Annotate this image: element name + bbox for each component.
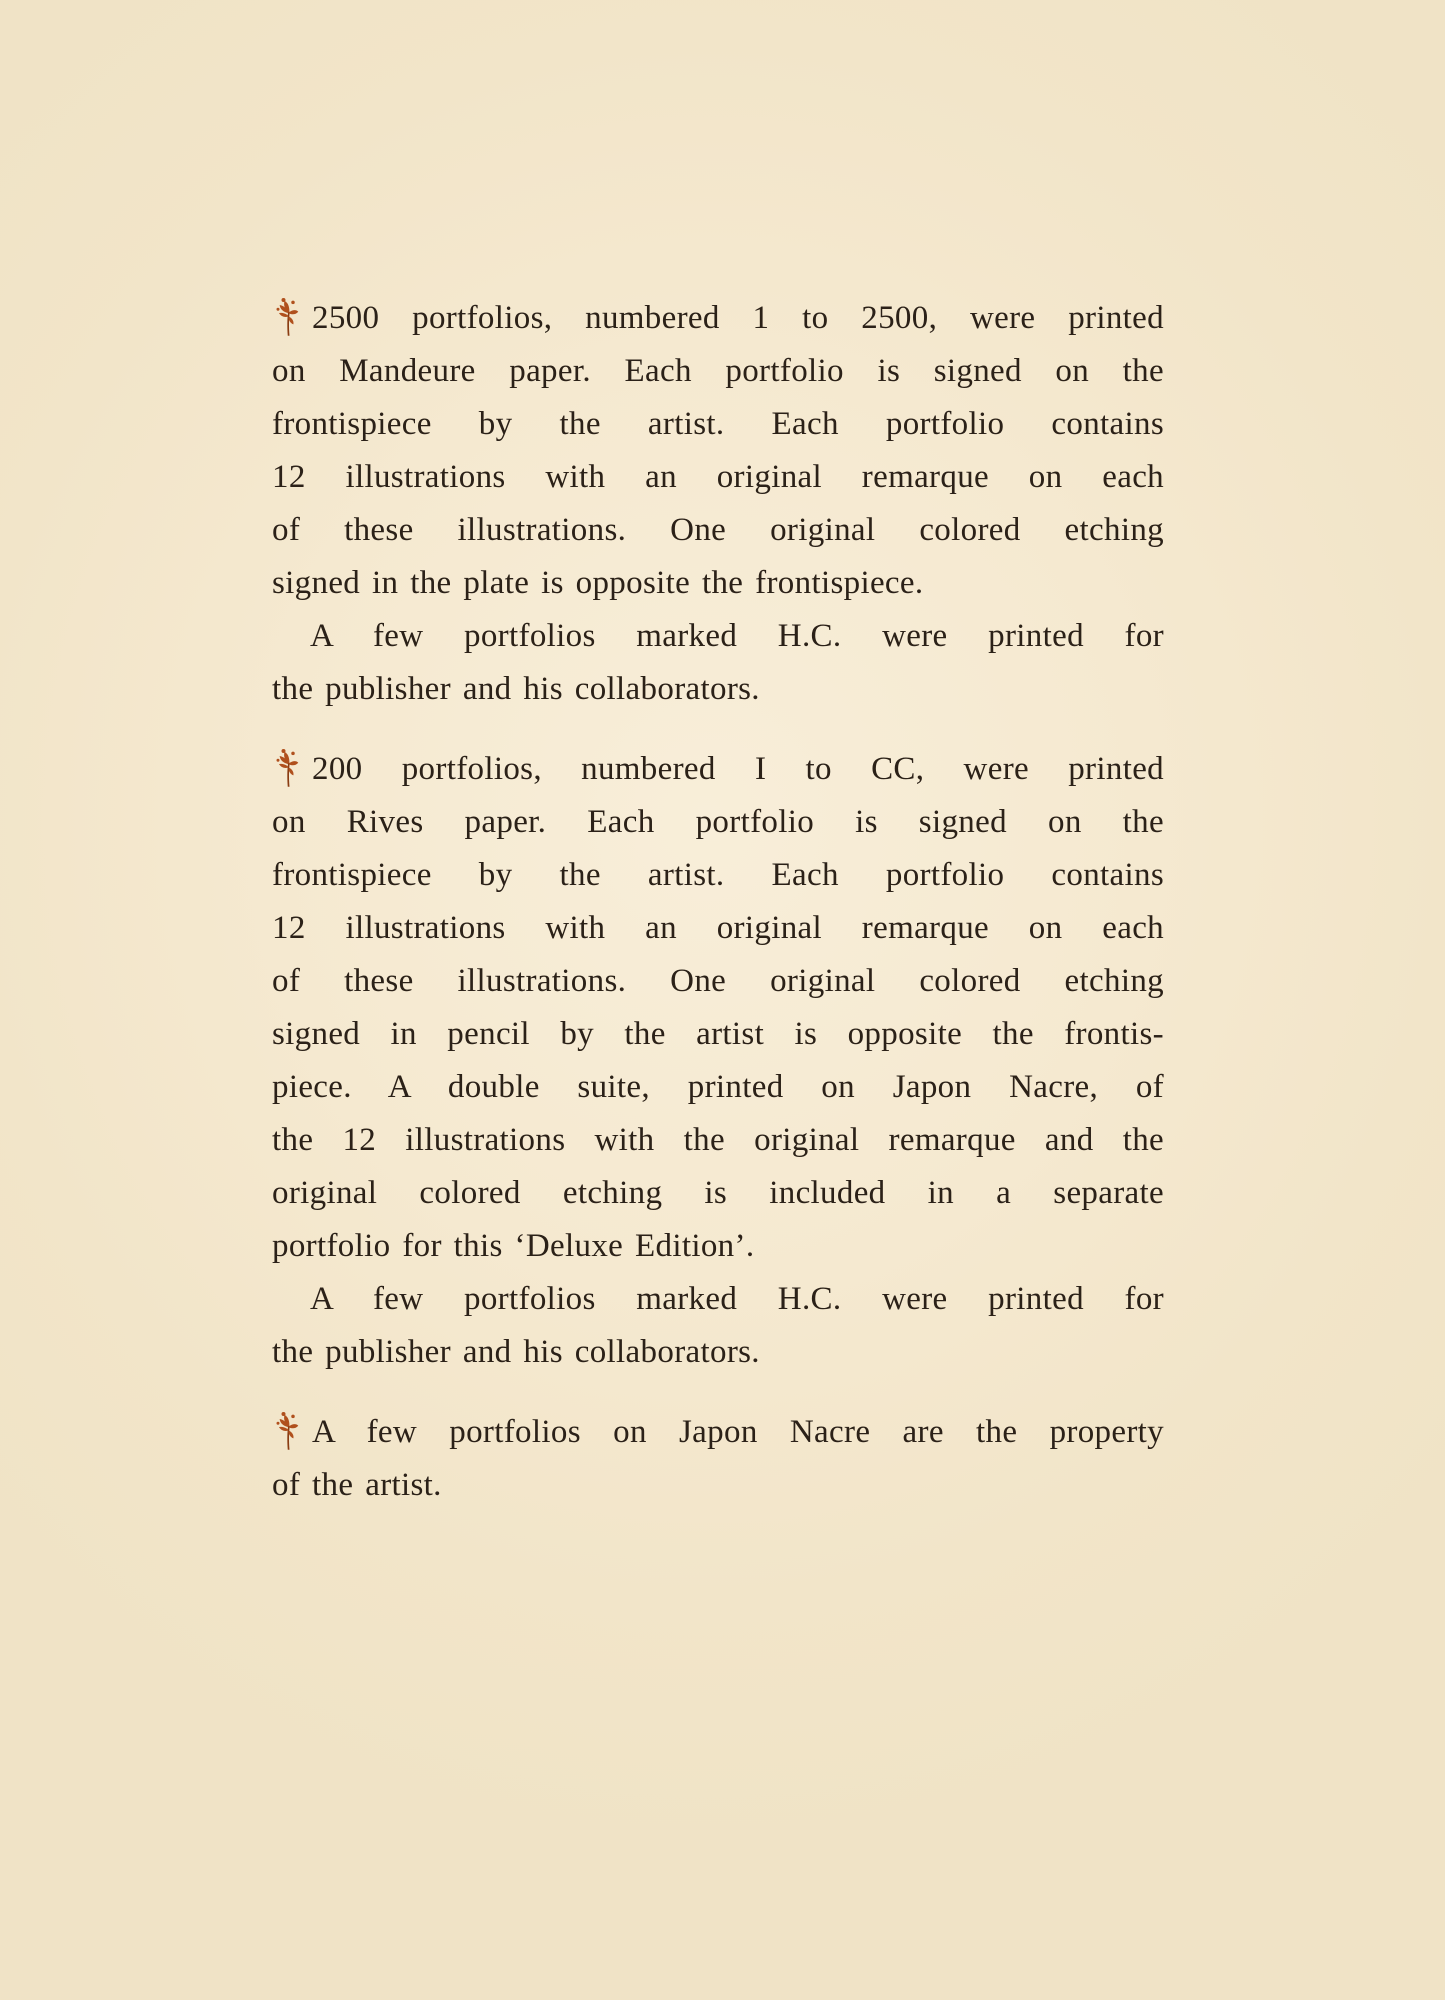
paragraph-line-text: 200 portfolios, numbered I to CC, were printed	[312, 751, 1164, 787]
paragraph-line: of these illustrations. One original colored etching	[272, 512, 1164, 548]
edition-paragraph-japon-nacre	[272, 1406, 1164, 1512]
paragraph-line: signed in the plate is opposite the frontispiece.	[272, 565, 924, 601]
paragraph-line: A few portfolios marked H.C. were printed for	[310, 618, 1164, 654]
floral-sprig-ornament-icon	[272, 297, 302, 337]
paragraph-line	[272, 292, 1164, 345]
paragraph-line: frontispiece by the artist. Each portfolio contains	[272, 857, 1164, 893]
paragraph-line: 12 illustrations with an original remarque on each	[272, 459, 1164, 495]
paragraph-line	[272, 1406, 1164, 1459]
floral-sprig-ornament-icon	[272, 748, 302, 788]
paragraph-line: the publisher and his collaborators.	[272, 671, 760, 707]
paragraph-line: portfolio for this ‘Deluxe Edition’.	[272, 1228, 755, 1264]
paragraph-line-text: 2500 portfolios, numbered 1 to 2500, were printed	[312, 300, 1164, 336]
paragraph-line: original colored etching is included in a separate	[272, 1175, 1164, 1211]
paragraph-line: of the artist.	[272, 1467, 442, 1503]
hc-note-paragraph	[272, 610, 1164, 716]
paragraph-line: the publisher and his collaborators.	[272, 1334, 760, 1370]
paragraph-line: the 12 illustrations with the original remarque and the	[272, 1122, 1164, 1158]
paragraph-line: piece. A double suite, printed on Japon Nacre, of	[272, 1069, 1164, 1105]
paragraph-line-text: A few portfolios on Japon Nacre are the property	[312, 1414, 1164, 1450]
edition-paragraph-mandeure	[272, 292, 1164, 610]
paragraph-line: signed in pencil by the artist is opposite the frontis-	[272, 1016, 1164, 1052]
edition-paragraph-rives	[272, 743, 1164, 1273]
paragraph-line: A few portfolios marked H.C. were printed for	[310, 1281, 1164, 1317]
paragraph-line: on Mandeure paper. Each portfolio is signed on the	[272, 353, 1164, 389]
paragraph-line: on Rives paper. Each portfolio is signed on the	[272, 804, 1164, 840]
paragraph-line	[272, 743, 1164, 796]
paragraph-line: 12 illustrations with an original remarque on each	[272, 910, 1164, 946]
paragraph-line: of these illustrations. One original colored etching	[272, 963, 1164, 999]
hc-note-paragraph	[272, 1273, 1164, 1379]
paragraph-line: frontispiece by the artist. Each portfolio contains	[272, 406, 1164, 442]
colophon-text-block	[272, 292, 1164, 1512]
floral-sprig-ornament-icon	[272, 1411, 302, 1451]
